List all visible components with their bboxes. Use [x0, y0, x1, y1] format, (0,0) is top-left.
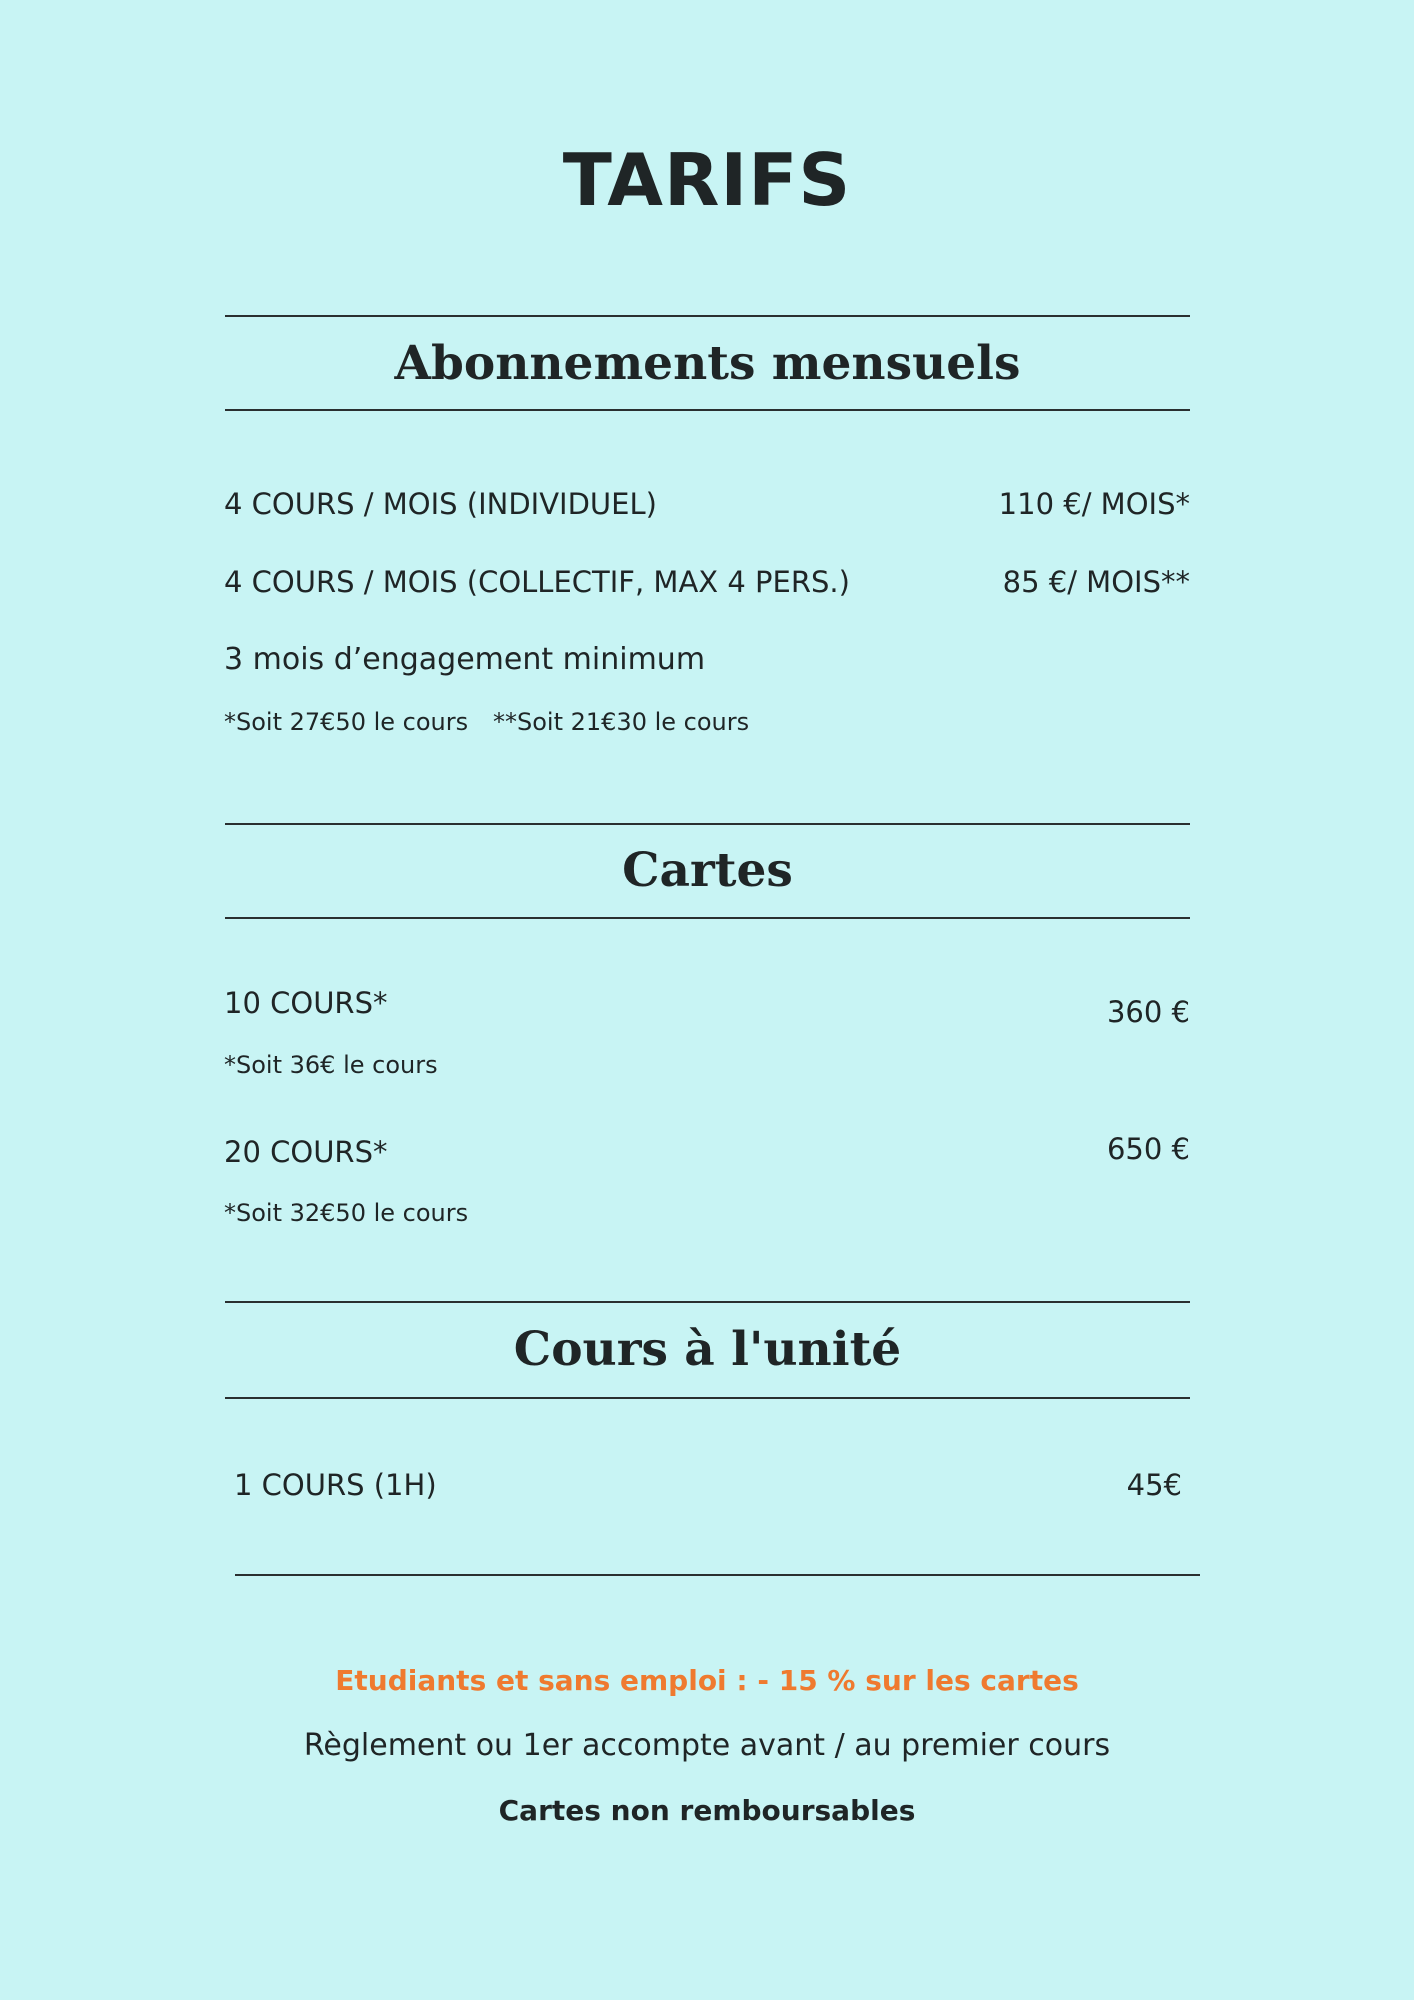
footnote: **Soit 21€30 le cours: [493, 708, 750, 736]
engagement-text: 3 mois d’engagement minimum: [224, 642, 706, 677]
price-row-label: 1 COURS (1H): [234, 1468, 437, 1502]
divider: [225, 1397, 1190, 1399]
divider: [235, 1574, 1200, 1576]
refund-notice: Cartes non remboursables: [498, 1794, 916, 1827]
price-row-value: 110 €/ MOIS*: [998, 487, 1190, 521]
discount-notice: Etudiants et sans emploi : - 15 % sur les cartes: [335, 1664, 1079, 1697]
payment-notice: Règlement ou 1er accompte avant / au premier cours: [303, 1728, 1111, 1763]
footnote: *Soit 27€50 le cours: [224, 708, 469, 736]
footnote: *Soit 36€ le cours: [224, 1051, 438, 1079]
price-row-label: 20 COURS*: [224, 1135, 388, 1169]
section-heading-abonnements: Abonnements mensuels: [394, 336, 1021, 391]
divider: [225, 409, 1190, 411]
price-row-value: 360 €: [1106, 995, 1190, 1029]
section-heading-cartes: Cartes: [622, 843, 793, 898]
price-row-label: 10 COURS*: [224, 986, 388, 1020]
price-row-value: 45€: [1126, 1468, 1182, 1502]
price-row-label: 4 COURS / MOIS (INDIVIDUEL): [224, 487, 657, 521]
divider: [225, 315, 1190, 317]
price-row-label: 4 COURS / MOIS (COLLECTIF, MAX 4 PERS.): [224, 565, 850, 599]
page-title: TARIFS: [562, 138, 852, 222]
divider: [225, 1301, 1190, 1303]
divider: [225, 917, 1190, 919]
price-row-value: 85 €/ MOIS**: [1002, 565, 1190, 599]
section-heading-unite: Cours à l'unité: [513, 1322, 902, 1377]
divider: [225, 823, 1190, 825]
footnote: *Soit 32€50 le cours: [224, 1199, 469, 1227]
price-row-value: 650 €: [1106, 1132, 1190, 1166]
